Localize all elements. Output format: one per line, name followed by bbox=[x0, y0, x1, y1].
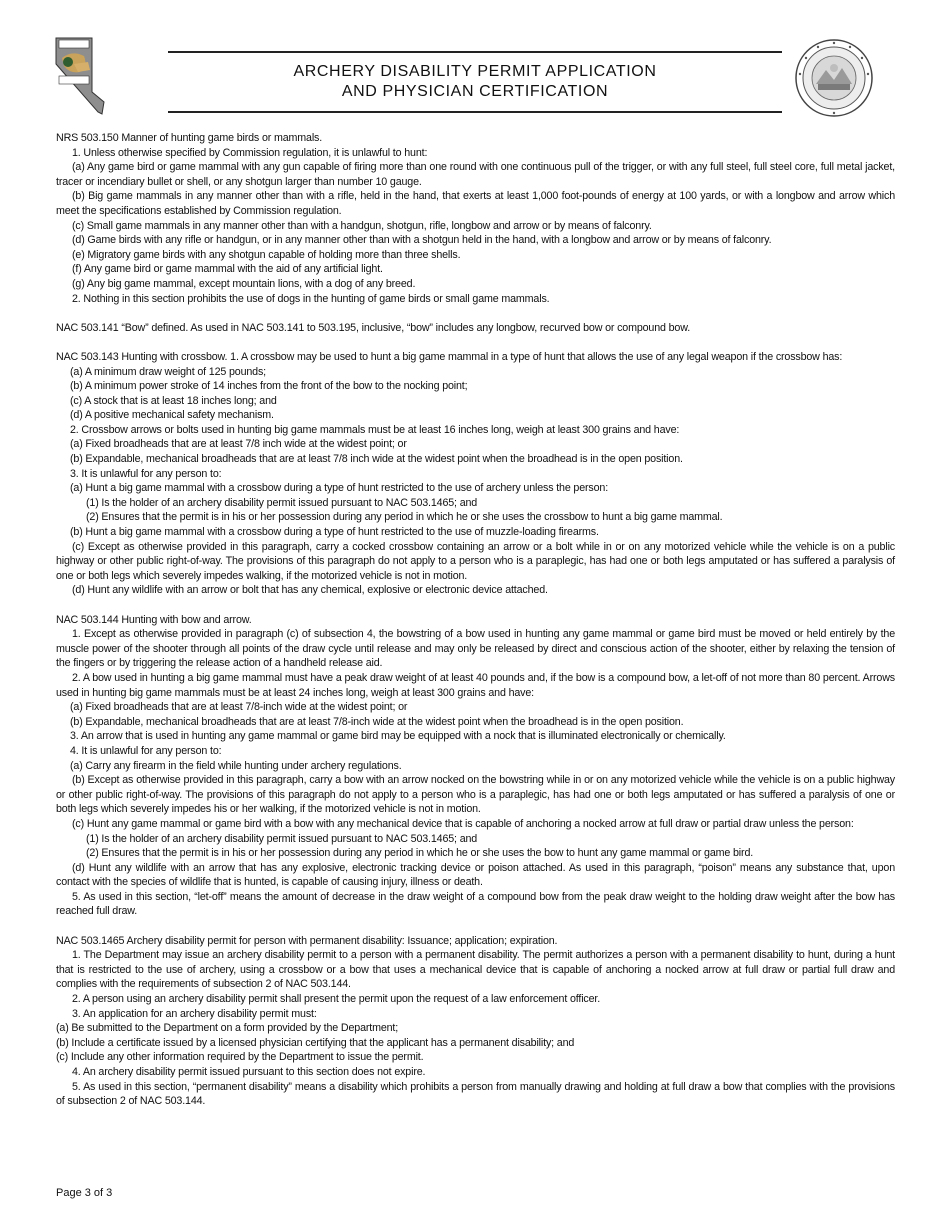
paragraph: 2. Crossbow arrows or bolts used in hunting big game mammals must be at least 16 inches long, weigh at least 300 grains and have: bbox=[70, 423, 680, 436]
paragraph: (a) Be submitted to the Department on a form provided by the Department; bbox=[56, 1022, 399, 1035]
section-heading: NRS 503.150 Manner of hunting game birds or mammals. bbox=[56, 132, 323, 144]
section-heading: NAC 503.141 “Bow” defined. As used in NAC 503.141 to 503.195, inclusive, “bow” includes any longbow, recurved bow or compound bow. bbox=[56, 321, 691, 334]
paragraph: 5. As used in this section, “permanent disability” means a disability which prohibits a person from manually drawing and holding at full draw a bow that complies with the provisions of subsection 2 of NAC 503.144. bbox=[56, 1080, 895, 1108]
page-number: Page 3 of 3 bbox=[56, 1187, 113, 1199]
nevada-wildlife-logo bbox=[54, 36, 110, 116]
paragraph: 1. Except as otherwise provided in paragraph (c) of subsection 4, the bowstring of a bow used in hunting any game mammal or game bird must be moved or held entirely by the muscle power of the shooter through all points of the draw cycle until release and may only be released by direct and conscious action of the shooter, either by relaxing the tension of the fingers or by triggering the release action of a handheld release aid. bbox=[56, 628, 895, 670]
section-heading: NAC 503.143 Hunting with crossbow. 1. A crossbow may be used to hunt a big game mammal in a type of hunt that allows the use of any legal weapon if the crossbow has: bbox=[56, 350, 843, 363]
paragraph: (c) A stock that is at least 18 inches long; and bbox=[70, 394, 277, 407]
paragraph: (2) Ensures that the permit is in his or her possession during any period in which he or she uses the crossbow to hunt a big game mammal. bbox=[86, 511, 723, 524]
paragraph: (e) Migratory game birds with any shotgun capable of holding more than three shells. bbox=[72, 248, 461, 261]
paragraph: 3. It is unlawful for any person to: bbox=[70, 467, 222, 480]
section-nrs-503-150 bbox=[56, 131, 895, 306]
paragraph: (c) Hunt any game mammal or game bird with a bow with any mechanical device that is capable of anchoring a nocked arrow at full draw or partial draw unless the person: bbox=[72, 817, 854, 830]
paragraph: (a) Hunt a big game mammal with a crossbow during a type of hunt restricted to the use of archery unless the person: bbox=[70, 482, 609, 495]
paragraph: (d) A positive mechanical safety mechanism. bbox=[70, 409, 274, 422]
paragraph: (a) Carry any firearm in the field while hunting under archery regulations. bbox=[70, 759, 402, 772]
paragraph: (b) Big game mammals in any manner other than with a rifle, held in the hand, that exerts at least 1,000 foot-pounds of energy at 100 yards, or with a longbow and arrow which meet the specifications established by Commission regulation. bbox=[56, 190, 895, 217]
paragraph: (d) Game birds with any rifle or handgun, or in any manner other than with a shotgun held in the hand, with a longbow and arrow or by means of falconry. bbox=[72, 234, 772, 247]
section-nac-503-1465 bbox=[56, 934, 895, 1109]
paragraph: (c) Include any other information required by the Department to issue the permit. bbox=[56, 1051, 424, 1064]
paragraph: (1) Is the holder of an archery disability permit issued pursuant to NAC 503.1465; and bbox=[86, 496, 478, 509]
paragraph: 3. An application for an archery disability permit must: bbox=[72, 1007, 317, 1020]
page-header bbox=[54, 36, 896, 118]
paragraph: (2) Ensures that the permit is in his or her possession during any period in which he or she uses the bow to hunt any game mammal or game bird. bbox=[86, 847, 754, 860]
nevada-state-seal bbox=[794, 38, 874, 118]
paragraph: (a) Fixed broadheads that are at least 7/8 inch wide at the widest point; or bbox=[70, 438, 407, 451]
paragraph: (1) Is the holder of an archery disability permit issued pursuant to NAC 503.1465; and bbox=[86, 832, 478, 845]
paragraph: 1. The Department may issue an archery disability permit to a person with a permanent disability. The permit authorizes a person with a permanent disability to hunt, during a hunt that is restricted to the use of archery, using a crossbow or a bow that uses a mechanical device that is capable of anchoring a nocked arrow at full draw or partial full draw and complies with the requirements of subsection 2 of NAC 503.144. bbox=[56, 949, 895, 991]
title-line-2: AND PHYSICIAN CERTIFICATION bbox=[341, 83, 609, 100]
paragraph: (b) A minimum power stroke of 14 inches from the front of the bow to the nocking point; bbox=[70, 380, 468, 393]
paragraph: 4. An archery disability permit issued pursuant to this section does not expire. bbox=[72, 1066, 426, 1078]
paragraph: 2. Nothing in this section prohibits the use of dogs in the hunting of game birds or small game mammals. bbox=[72, 292, 550, 305]
section-heading: NAC 503.144 Hunting with bow and arrow. bbox=[56, 613, 252, 626]
section-nac-503-141 bbox=[56, 321, 895, 336]
paragraph: (b) Expandable, mechanical broadheads that are at least 7/8-inch wide at the widest point when the broadhead is in the open position. bbox=[70, 715, 684, 728]
paragraph: (c) Small game mammals in any manner other than with a handgun, shotgun, rifle, longbow and arrow or by means of falconry. bbox=[72, 219, 652, 232]
paragraph: 2. A bow used in hunting a big game mammal must have a peak draw weight of at least 40 pounds and, if the bow is a compound bow, a let-off of not more than 80 percent. Arrows used in hunting big game mammals must be at least 24 inches long, weigh at least 300 grains and have: bbox=[56, 671, 895, 699]
section-nac-503-144 bbox=[56, 613, 895, 919]
paragraph: (b) Include a certificate issued by a licensed physician certifying that the applicant has a permanent disability; and bbox=[56, 1036, 575, 1049]
paragraph: 3. An arrow that is used in hunting any game mammal or game bird may be equipped with a nock that is illuminated electronically or chemically. bbox=[70, 730, 726, 743]
paragraph: (g) Any big game mammal, except mountain lions, with a dog of any breed. bbox=[72, 277, 416, 290]
section-heading: NAC 503.1465 Archery disability permit for person with permanent disability: Issuance; application; expiration. bbox=[56, 934, 558, 947]
paragraph: (c) Except as otherwise provided in this paragraph, carry a cocked crossbow containing an arrow or a bolt while in or on any motorized vehicle while the vehicle is on a public highway or other public right-of-way. The provisions of this paragraph do not apply to a person who is a paraplegic, has had one or both legs amputated or has suffered a paralysis of one or both legs which severely impedes walking, if the motorized vehicle is not in motion. bbox=[56, 540, 895, 582]
paragraph: (a) Any game bird or game mammal with any gun capable of firing more than one round with one continuous pull of the trigger, or with any full steel, full steel core, full metal jacket, tracer or incendiary bullet or shell, or any shotgun larger than number 10 gauge. bbox=[56, 161, 895, 188]
paragraph: (b) Hunt a big game mammal with a crossbow during a type of hunt restricted to the use of muzzle-loading firearms. bbox=[70, 526, 599, 539]
paragraph: (d) Hunt any wildlife with an arrow that has any explosive, electronic tracking device or poison attached. As used in this paragraph, “poison” means any substance that, upon contact with the species of wildlife that is hunted, is capable of causing injury, illness or death. bbox=[56, 861, 895, 889]
document-title bbox=[168, 51, 782, 113]
paragraph: 5. As used in this section, “let-off” means the amount of decrease in the draw weight of a compound bow from the peak draw weight to the holding draw weight after the bow has reached full draw. bbox=[56, 890, 895, 918]
paragraph: 2. A person using an archery disability permit shall present the permit upon the request of a law enforcement officer. bbox=[72, 993, 601, 1006]
document-body bbox=[56, 131, 895, 1109]
section-nac-503-143 bbox=[56, 350, 895, 598]
paragraph: (f) Any game bird or game mammal with the aid of any artificial light. bbox=[72, 263, 383, 276]
paragraph: (b) Expandable, mechanical broadheads that are at least 7/8 inch wide at the widest point when the broadhead is in the open position. bbox=[70, 453, 683, 466]
paragraph: (d) Hunt any wildlife with an arrow or bolt that has any chemical, explosive or electronic device attached. bbox=[72, 584, 548, 597]
paragraph: (a) Fixed broadheads that are at least 7/8-inch wide at the widest point; or bbox=[70, 701, 408, 714]
paragraph: (b) Except as otherwise provided in this paragraph, carry a bow with an arrow nocked on the bowstring while in or on any motorized vehicle while the vehicle is on a public highway or other public right-of-way. The provisions of this paragraph do not apply to a person who is a paraplegic, has had one or both legs amputated or has suffered a paralysis of one or both legs which severely impedes his or her walking, if the motorized vehicle is not in motion. bbox=[56, 774, 895, 816]
paragraph: 4. It is unlawful for any person to: bbox=[70, 744, 222, 757]
paragraph: 1. Unless otherwise specified by Commission regulation, it is unlawful to hunt: bbox=[72, 146, 428, 159]
title-line-1: ARCHERY DISABILITY PERMIT APPLICATION bbox=[293, 63, 657, 80]
paragraph: (a) A minimum draw weight of 125 pounds; bbox=[70, 365, 266, 378]
